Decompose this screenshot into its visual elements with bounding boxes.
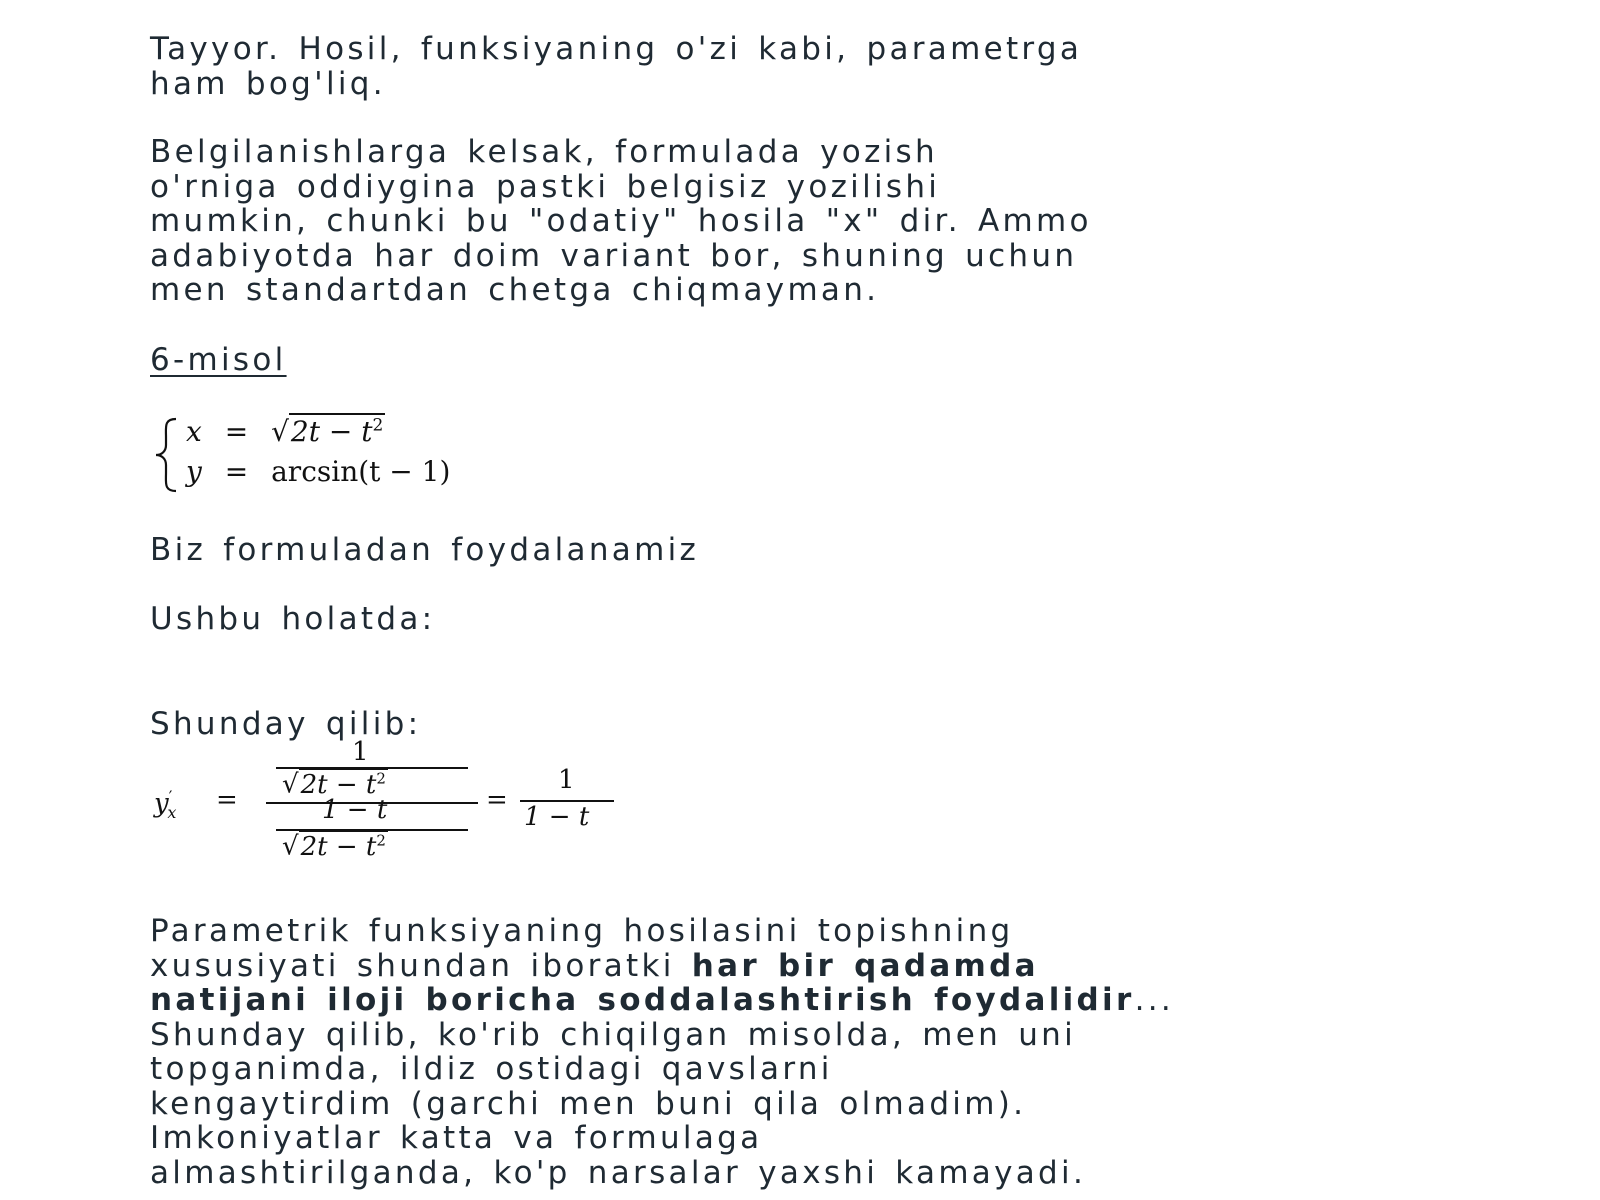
radicand-text: 2t − t [290,415,373,448]
equals-sign: = [224,415,249,448]
text-line: kengaytirdim (garchi men buni qila olmadim). [150,1085,1027,1122]
text-bold: har bir qadamda [691,947,1039,984]
result-numerator: 1 [558,765,575,795]
arcsin-expression: arcsin(t − 1) [271,455,451,488]
text-line: ham bog'liq. [150,65,386,102]
subscript-x: x [167,802,177,822]
text-line: o'rniga oddiygina pastki belgisiz yozilishi [150,168,941,205]
text-line: men standartdan chetga chiqmayman. [150,272,880,308]
paragraph-in-this-case: Ushbu holatda: [150,601,436,637]
left-brace-icon [150,415,184,495]
exponent: 2 [376,769,386,787]
equals-sign: = [486,785,508,815]
text-line [150,949,1460,984]
text-line: adabiyotda har doim variant bor, shuning uchun [150,237,1078,274]
denominator-one-minus-t: 1 − t [322,795,388,825]
system-row-x [186,415,385,448]
radicand-text: 2t − t [300,769,377,800]
text-line: Imkoniyatlar katta va formulaga [150,1120,763,1156]
sqrt-sign: √ [271,415,289,448]
example-heading: 6-misol [150,342,287,378]
text-line: Tayyor. Hosil, funksiyaning o'zi kabi, parametrga [150,31,1083,67]
paragraph-notation [150,135,1460,308]
exponent: 2 [372,415,384,436]
text-plain: xususiyati shundan iboratki [150,947,692,984]
denominator-sqrt: $√2t - t^2$ [282,831,386,862]
radicand-text: 2t − t [300,831,377,862]
text-line: Belgilanishlarga kelsak, formulada yozish [150,134,938,170]
equals-sign: = [224,455,249,488]
text-line: mumkin, chunki bu "odatiy" hosila "x" dir. Ammo [150,203,1092,239]
derivative-formula [150,737,650,875]
paragraph-use-formula: Biz formuladan foydalanamiz [150,532,700,568]
text-line: topganimda, ildiz ostidagi qavslarni [150,1051,833,1087]
paragraph-thus: Shunday qilib: [150,706,422,742]
paragraph-simplification [150,914,1460,1190]
text-line: Parametrik funksiyaning hosilasini topishning [150,913,1014,949]
sqrt-radicand [289,413,385,448]
equals-sign: = [216,785,238,815]
derivative-lhs [154,787,176,822]
text-line: almashtirilganda, ko'p narsalar yaxshi kamayadi. [150,1154,1087,1191]
exponent: 2 [376,831,386,849]
result-denominator: 1 − t [524,802,590,832]
text-plain: ... [1134,982,1175,1018]
numerator-one: 1 [352,737,369,767]
numerator-sqrt: $√2t - t^2$ [282,769,386,800]
parametric-system [150,415,550,495]
variable-y: y [186,455,202,488]
text-line: Shunday qilib, ko'rib chiqilgan misolda, men uni [150,1016,1077,1053]
text-line [150,983,1460,1018]
text-bold: natijani iloji boricha soddalashtirish foydalidir [150,982,1135,1018]
paragraph-result [150,32,1460,101]
system-row-y [186,455,450,488]
y-symbol: y [154,788,169,819]
prime-mark: ′ [168,787,173,806]
variable-x: x [186,415,202,448]
